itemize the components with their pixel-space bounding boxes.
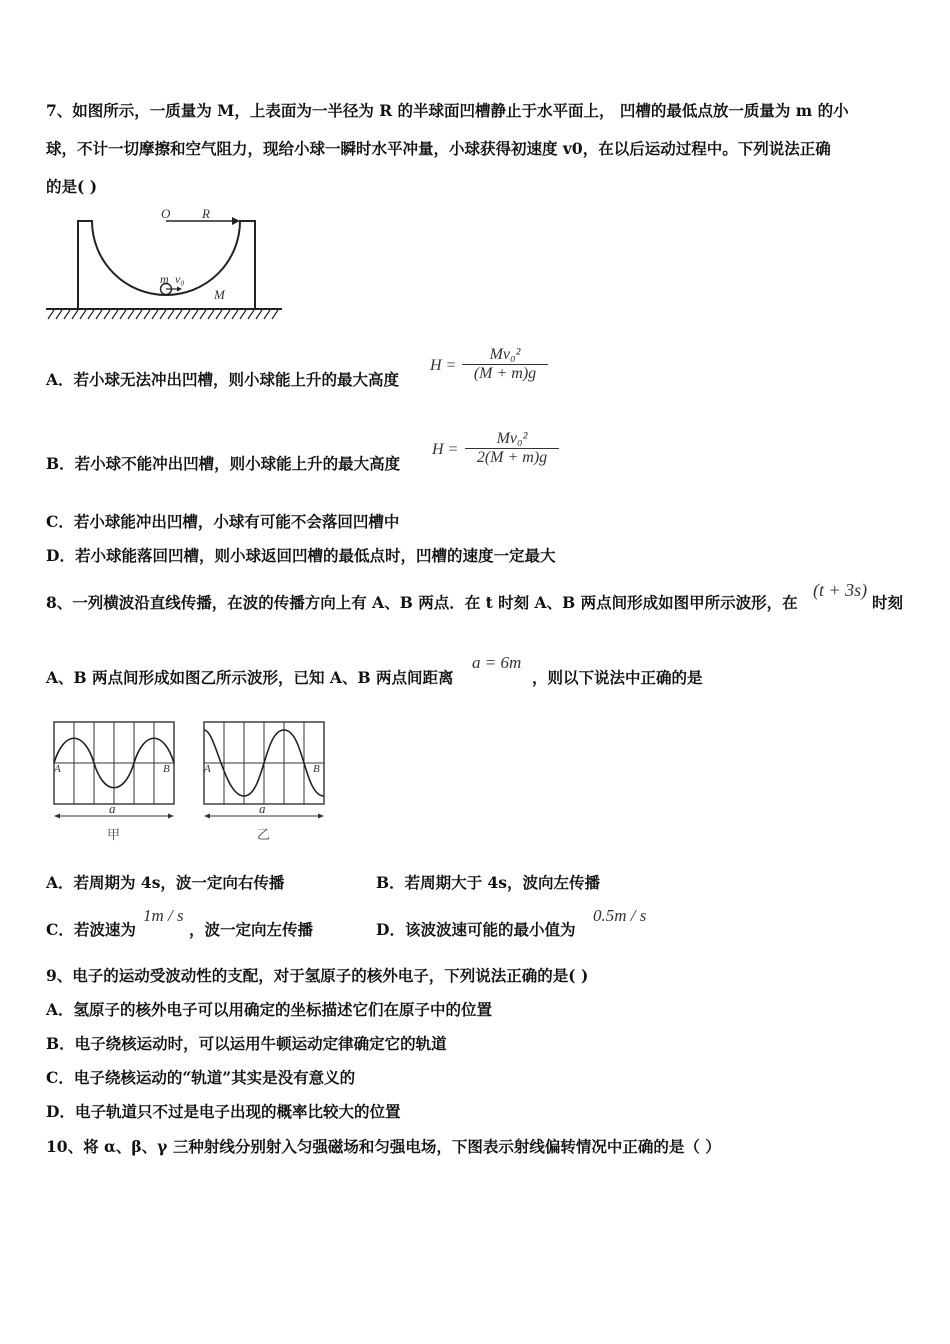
q7-option-a-lhs: H = xyxy=(430,357,457,374)
caption-jia: 甲 xyxy=(107,827,121,842)
q8-stem-line1: 8、一列横波沿直线传播，在波的传播方向上有 A、B 两点．在 t 时刻 A、B 两点间形成如图甲所示波形，在 xyxy=(46,593,798,612)
q7-option-b-lhs: H = xyxy=(432,441,459,458)
q7-stem-line2: 球，不计一切摩擦和空气阻力，现给小球一瞬时水平冲量，小球获得初速度 v0，在以后运动过程中。下列说法正确 xyxy=(46,139,831,158)
q8-option-c-pre: C．若波速为 xyxy=(46,920,136,939)
label-O: O xyxy=(161,206,171,221)
q10-stem: 10、将 α、β、γ 三种射线分别射入匀强磁场和匀强电场，下图表示射线偏转情况中正确的是（ ） xyxy=(46,1137,721,1156)
q7-stem-line1: 7、如图所示，一质量为 M，上表面为一半径为 R 的半球面凹槽静止于水平面上， 凹槽的最低点放一质量为 m 的小 xyxy=(46,101,849,120)
q7-option-d: D．若小球能落回凹槽，则小球返回凹槽的最低点时，凹槽的速度一定最大 xyxy=(46,546,556,565)
q8-wave-figure-jia xyxy=(50,718,180,846)
q7-option-a-numerator: Mv₀² xyxy=(489,346,521,363)
q7-option-b-numerator: Mv₀² xyxy=(496,430,528,447)
jia-label-A: A xyxy=(54,763,61,775)
q7-option-b-denominator: 2(M + m)g xyxy=(465,448,559,467)
q8-option-a: A．若周期为 4s，波一定向右传播 xyxy=(46,873,285,892)
q7-groove-figure xyxy=(44,203,286,325)
label-M: M xyxy=(214,287,225,302)
q8-distance-formula: a = 6m xyxy=(472,653,522,672)
q9-option-b: B．电子绕核运动时，可以运用牛顿运动定律确定它的轨道 xyxy=(46,1034,447,1053)
q8-wave-figure-yi xyxy=(200,718,330,846)
q9-stem: 9、电子的运动受波动性的支配，对于氢原子的核外电子，下列说法正确的是( ) xyxy=(46,966,589,985)
label-m: m xyxy=(160,272,169,286)
q7-option-b-fraction xyxy=(465,430,559,467)
q8-stem-line1-end: 时刻 xyxy=(872,593,904,612)
label-v0: v₀ xyxy=(175,272,185,286)
q9-option-c: C．电子绕核运动的“轨道”其实是没有意义的 xyxy=(46,1068,356,1087)
q7-option-a: A．若小球无法冲出凹槽，则小球能上升的最大高度 xyxy=(46,370,400,389)
q8-option-d-formula: 0.5m / s xyxy=(593,906,647,925)
yi-label-B: B xyxy=(313,763,320,775)
jia-label-B: B xyxy=(163,763,170,775)
q7-option-a-fraction xyxy=(462,346,548,383)
q9-option-d: D．电子轨道只不过是电子出现的概率比较大的位置 xyxy=(46,1102,401,1121)
q9-option-a: A．氢原子的核外电子可以用确定的坐标描述它们在原子中的位置 xyxy=(46,1000,493,1019)
q8-stem-line2: A、B 两点间形成如图乙所示波形，已知 A、B 两点间距离 xyxy=(46,668,454,687)
q8-stem-line2-end: ，则以下说法中正确的是 xyxy=(532,668,703,687)
q8-time-formula: (t + 3s) xyxy=(813,580,868,600)
yi-label-a: a xyxy=(259,801,266,816)
q7-option-c: C．若小球能冲出凹槽，小球有可能不会落回凹槽中 xyxy=(46,512,400,531)
q7-option-a-denominator: (M + m)g xyxy=(462,364,548,383)
label-R: R xyxy=(202,206,210,221)
q7-stem-line3: 的是( ) xyxy=(46,177,98,196)
q8-option-b: B．若周期大于 4s，波向左传播 xyxy=(376,873,601,892)
q8-option-c-formula: 1m / s xyxy=(143,906,184,925)
q8-option-c-post: ，波一定向左传播 xyxy=(189,920,314,939)
caption-yi: 乙 xyxy=(257,827,271,842)
q7-option-b: B．若小球不能冲出凹槽，则小球能上升的最大高度 xyxy=(46,454,401,473)
jia-label-a: a xyxy=(109,801,116,816)
yi-label-A: A xyxy=(204,763,211,775)
q8-option-d-pre: D．该波波速可能的最小值为 xyxy=(376,920,576,939)
